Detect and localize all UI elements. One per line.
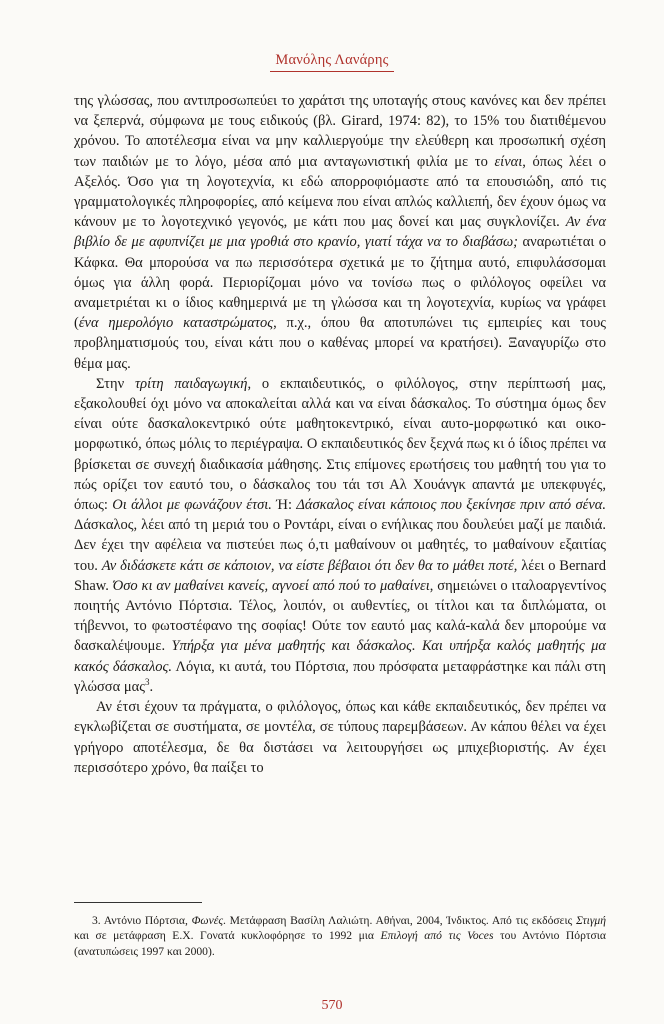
italic-text: Αν διδάσκετε κάτι σε κάποιον, να είστε βέβαιοι ότι δεν θα το μάθει ποτέ, [101,557,518,574]
italic-text: Υπήρξα για μένα μαθητής και δάσκαλος. Και υπήρξα καλός μαθητής μα κακός δάσκαλος. [74,638,606,675]
italic-text: Όσο κι αν μαθαίνει κανείς, αγνοεί από πού το μαθαίνει [112,577,430,594]
text-run: , π.χ., όπου θα αποτυπώνει τις εμπειρίες και τους προβληματισμούς του, είναι κάτι που ο καθένας μπορεί να κρατήσει). Ξαναγυρίζω στο θέμα μας. [74,315,607,372]
italic-text: ένα ημερολόγιο καταστρώματος [78,315,274,332]
text-run: και σε μετάφραση Ε.Χ. Γονατά κυκλοφόρησε το 1992 μια [74,929,381,943]
body-text [74,91,606,778]
text-run: Αν έτσι έχουν τα πράγματα, ο φιλόλογος, όπως και κάθε εκπαιδευτικός, δεν πρέπει να εγκλωβίζεται σε συστήματα, σε μοντέλα, σε τύπους παρεμβάσεων. Αν κάπου θέλει να έχει γρήγορο αποτέλεσμα, δε θα διστάσει να λειτουργήσει ως μπιχεβιοριστής. Αν έχει περισσότερο χρόνο, θα παίξει το [74,699,606,776]
text-run: , όπως λέει ο Αξελός. Όσο για τη λογοτεχνία, κι εδώ απορροφιόμαστε από τα επουσιώδη, από τις γραμματολογικές πληροφορίες, από κείμενα που είναι απλώς καλλιεπή, δεν έχουν όμως να κάνουν με το λογοτεχνικό γεγονός, με κάτι που μας δονεί και μας συγκλονίζει. [74,153,606,231]
italic-text: Οι άλλοι με φωνάζουν έτσι. [112,497,272,514]
paragraph-2 [74,374,606,697]
text-run: της γλώσσας, που αντιπροσωπεύει το χαράτσι της υποταγής στους κανόνες και δεν πρέπει να ξεπερνά, σύμφωνα με τους ειδικούς (βλ. Girard, 1974: 82), το 15% του διατιθέμενου χρόνου. Το αποτέλεσμα είναι να μην καλλιεργούμε την ελεύθερη και προσωπική σχέση των παιδιών με το λόγο, μέσα από μια ανταγωνιστική φιλία με το [74,93,606,170]
italic-text: τρίτη παιδαγωγική [134,375,248,392]
text-run: του Αντόνιο Πόρτσια (ανατυπώσεις 1997 και 2000). [74,929,606,958]
header-underline [270,71,394,72]
text-run: Δάσκαλος, λέει από τη μεριά του ο Ροντάρι, είναι ο ενήλικας που δουλεύει μαζί με παιδιά. Δεν έχει την αφέλεια να πιστεύει πως ό,τι μαθαίνουν οι μαθητές, το μαθαίνουν εξαιτίας του. [74,517,606,574]
text-run: Λόγια, κι αυτά, του Πόρτσια, που πρόσφατα μεταφράστηκε και πάλι στη γλώσσα μας [74,658,606,695]
footnote-ref: 3 [144,677,150,688]
page-number: 570 [321,998,343,1013]
footnote-3 [74,913,606,959]
footnote-separator [74,902,202,903]
text-run: . Μετάφραση Βασίλη Λαλιώτη. Αθήναι, 2004, Ίνδικτος. Από τις εκδόσεις [223,914,576,927]
text-run: λέει ο Bernard Shaw. [74,557,607,594]
text-run: 3. Αντόνιο Πόρτσια, [92,914,192,927]
text-run: Ή: [271,497,297,514]
paragraph-3 [74,697,606,778]
italic-text: είναι [494,153,523,170]
italic-text: Αν ένα βιβλίο δε με αφυπνίζει με μια γροθιά στο κρανίο, γιατί τάχα να το διαβάσω; [74,214,606,251]
text-run: αναρωτιέται ο Κάφκα. Θα μπορούσα να πω περισσότερα σχετικά με το ζήτημα αυτό, επιφυλάσσομαι όμως για άλλη φορά. Περιορίζομαι μόνο να τονίσω πως ο φιλόλογος οφείλει να αναμετριέται κι ο ίδιος καθημερινά με τη γλώσσα και τη λογοτεχνία, κυρίως να γράφει ( [74,234,606,332]
italic-text: Φωνές [191,914,224,927]
text-run: , ο εκπαιδευτικός, ο φιλόλογος, στην περίπτωσή μας, εξακολουθεί όχι μόνο να αποκαλείται αλλά και να είναι δάσκαλος. Το σύστημα όμως δεν είναι ούτε δασκαλοκεντρικό ούτε μαθητοκεντρικό, είναι αυτο-μορφωτικό και οικο-μορφωτικό, όπως μόλις το περιέγραψα. Ο εκπαιδευτικός δεν ξεχνά πως κι ό ίδιος πρέπει να βρίσκεται σε συνεχή διαδικασία μάθησης. Στις επίμονες ερωτήσεις του μαθητή του για το πώς ορίζει τον εαυτό του, ο δάσκαλος του τάι τσι Αλ Χουάνγκ απαντά με υπεκφυγές, όπως: [74,375,606,514]
italic-text: Στιγμή [575,914,606,927]
italic-text: Επιλογή από τις Voces [380,929,494,943]
text-run: , σημειώνει ο ιταλοαργεντίνος ποιητής Αντόνιο Πόρτσια. Τέλος, λοιπόν, οι αυθεντίες, οι τίτλοι και τα διπλώματα, οι τήβεννοι, το φωτοστέφανο της σοφίας! Ούτε τον εαυτό μας καλά-καλά δεν μπορούμε να δασκαλέψουμε. [74,577,606,655]
text-run: Στην [96,375,135,392]
paragraph-1 [74,91,606,374]
text-run: . [149,678,154,695]
running-header [0,52,664,69]
author-name: Μανόλης Λανάρης [275,52,389,68]
italic-text: Δάσκαλος είναι κάποιος που ξεκίνησε πριν από σένα. [296,497,607,514]
